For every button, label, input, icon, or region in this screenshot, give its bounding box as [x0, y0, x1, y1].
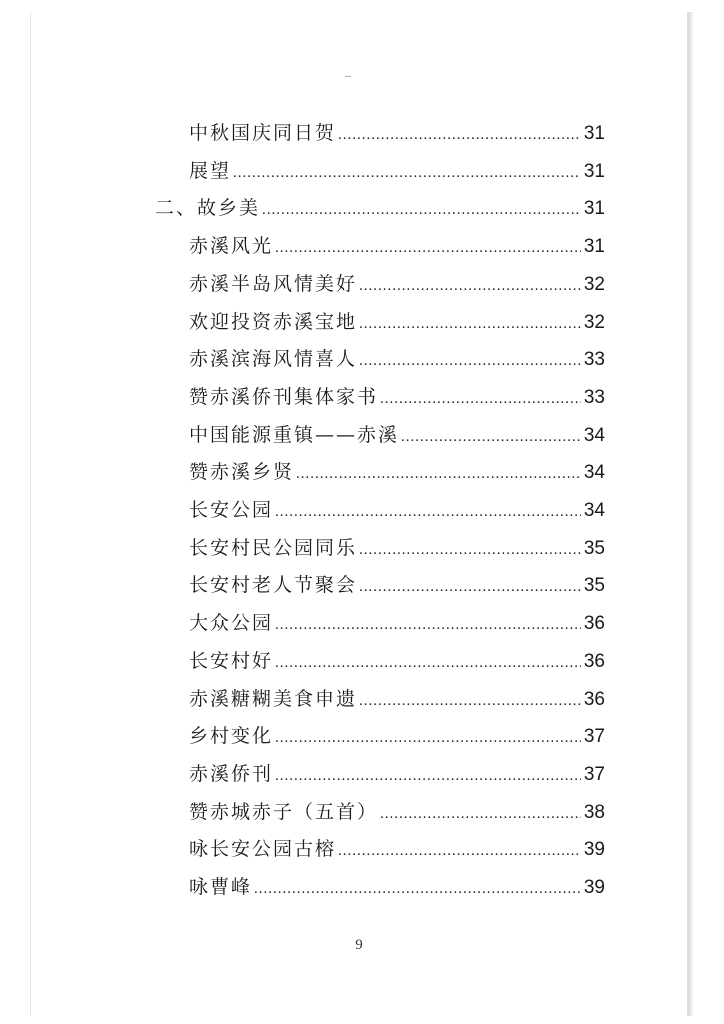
- dot-leader: [254, 881, 581, 898]
- dot-leader: [233, 165, 581, 182]
- dot-leader: [359, 278, 581, 295]
- dot-leader: [338, 127, 581, 144]
- document-page: [30, 12, 688, 1016]
- toc-entry: [189, 533, 605, 563]
- toc-entry-page: 39: [583, 839, 605, 861]
- toc-entry-page: 32: [583, 311, 605, 333]
- toc-entry-page: 33: [583, 349, 605, 371]
- dot-leader: [296, 466, 581, 483]
- toc-entry-page: 35: [583, 575, 605, 597]
- toc-entry-title: 咏曹峰: [189, 876, 253, 898]
- toc-entry-title: 中秋国庆同日贺: [189, 122, 337, 144]
- dot-leader: [275, 655, 581, 672]
- toc-entry-page: 31: [583, 160, 605, 182]
- dot-leader: [338, 843, 581, 860]
- dot-leader: [359, 542, 581, 559]
- toc-entry: [189, 646, 605, 676]
- dot-leader: [275, 617, 581, 634]
- toc-entry: [189, 457, 605, 487]
- dot-leader: [262, 202, 581, 219]
- scan-speck: [345, 76, 351, 77]
- toc-entry: [189, 382, 605, 412]
- dot-leader: [380, 391, 581, 408]
- toc-entry: [189, 231, 605, 261]
- toc-entry-title: 咏长安公园古榕: [189, 838, 337, 861]
- toc-entry-page: 33: [583, 386, 605, 408]
- toc-entry-page: 37: [583, 726, 605, 748]
- toc-entry-page: 37: [583, 763, 605, 785]
- toc-entry-page: 31: [583, 123, 605, 144]
- toc-entry-page: 34: [583, 462, 605, 484]
- toc-entry: [155, 193, 605, 223]
- dot-leader: [359, 693, 581, 710]
- toc-entry-page: 36: [583, 688, 605, 710]
- dot-leader: [359, 353, 581, 370]
- toc-entry: [189, 759, 605, 789]
- toc-entry-title: 赤溪侨刊: [189, 762, 274, 785]
- toc-entry-title: 大众公园: [189, 612, 274, 635]
- dot-leader: [275, 240, 581, 257]
- toc-entry: [189, 797, 605, 827]
- toc-entry: [189, 570, 605, 600]
- toc-entry: [189, 307, 605, 337]
- toc-entry-page: 38: [583, 801, 605, 823]
- toc-entry-title: 赤溪风光: [189, 235, 274, 258]
- dot-leader: [275, 730, 581, 747]
- toc-entry-page: 31: [583, 236, 605, 258]
- toc-entry: [189, 118, 605, 148]
- toc-entry-title: 赤溪半岛风情美好: [189, 272, 358, 295]
- toc-entry: [189, 721, 605, 751]
- toc-entry: [189, 156, 605, 186]
- toc-entry: [189, 608, 605, 638]
- toc-entry-title: 中国能源重镇——赤溪: [189, 423, 400, 446]
- toc-entry: [189, 684, 605, 714]
- toc-entry: [189, 269, 605, 299]
- toc-entry-page: 36: [583, 650, 605, 672]
- toc-entry-title: 长安村老人节聚会: [189, 574, 358, 597]
- dot-leader: [401, 429, 581, 446]
- toc-entry: [189, 344, 605, 374]
- toc-entry: [189, 495, 605, 525]
- toc-entry-page: 36: [583, 613, 605, 635]
- toc-entry-page: 39: [583, 877, 605, 898]
- toc-entry-page: 34: [583, 424, 605, 446]
- toc-entry-title: 赞赤城赤子（五首）: [189, 800, 379, 823]
- toc-entry-page: 34: [583, 500, 605, 521]
- toc-entry-page: 35: [583, 537, 605, 559]
- toc-entry: [189, 834, 605, 864]
- dot-leader: [359, 579, 581, 596]
- toc-entry-page: 32: [583, 273, 605, 295]
- dot-leader: [275, 768, 581, 785]
- toc-entry-title: 乡村变化: [189, 725, 274, 748]
- toc-entry: [189, 420, 605, 450]
- toc-entry: [189, 872, 605, 902]
- dot-leader: [275, 504, 581, 521]
- page-number: 9: [355, 937, 363, 953]
- toc-entry-title: 赞赤溪乡贤: [189, 461, 295, 484]
- toc-entry-page: 31: [583, 198, 605, 220]
- toc-entry-title: 二、故乡美: [155, 197, 261, 220]
- toc-entry-title: 展望: [189, 159, 232, 182]
- toc-entry-title: 赤溪滨海风情喜人: [189, 348, 358, 371]
- dot-leader: [359, 316, 581, 333]
- toc-entry-title: 欢迎投资赤溪宝地: [189, 310, 358, 333]
- toc-entry-title: 赤溪糖糊美食申遗: [189, 687, 358, 710]
- toc-entry-title: 长安村民公园同乐: [189, 536, 358, 559]
- toc-entry-title: 长安公园: [189, 499, 274, 521]
- dot-leader: [380, 806, 581, 823]
- toc-entry-title: 赞赤溪侨刊集体家书: [189, 385, 379, 408]
- toc-entry-title: 长安村好: [189, 649, 274, 672]
